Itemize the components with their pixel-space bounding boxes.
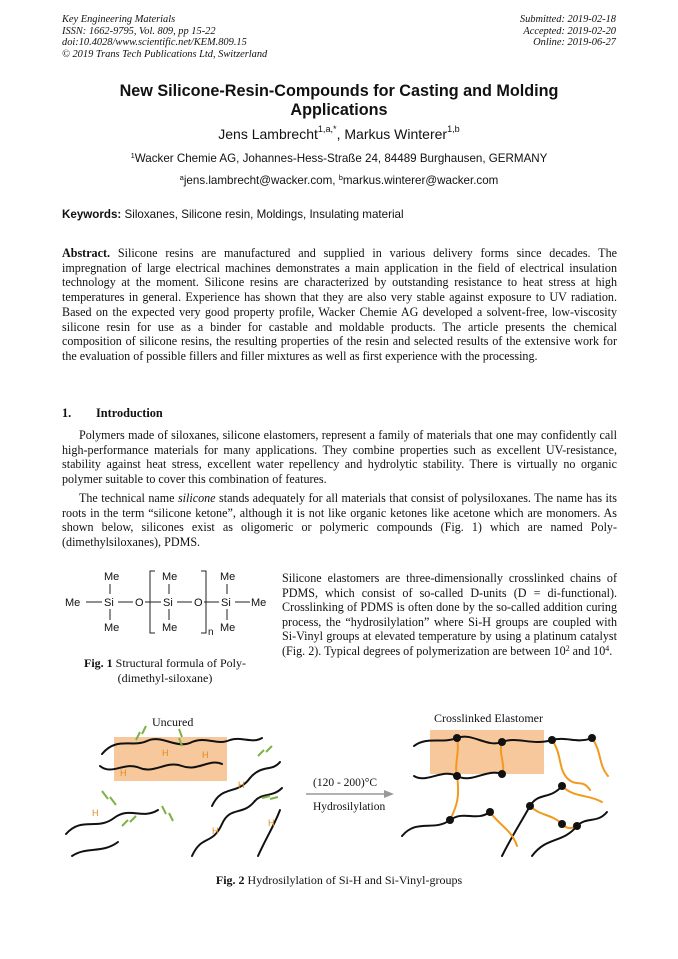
paragraph: [62, 491, 617, 550]
email-mark: a: [179, 172, 184, 182]
journal-copyright: © 2019 Trans Tech Publications Ltd, Switzerland: [62, 48, 268, 60]
figure-caption: [0, 873, 678, 888]
abstract-label: Abstract.: [62, 246, 111, 260]
figure-caption-text: Hydrosilylation of Si-H and Si-Vinyl-groups: [244, 873, 463, 887]
affiliation: [0, 152, 678, 165]
author-affiliation-mark: 1,b: [447, 124, 460, 135]
formula-o-label: O: [135, 597, 144, 609]
paragraph-text: .: [609, 643, 613, 658]
paragraph-text: stands adequately for all materials that consist of polysiloxanes. The name has its roots in the term “silicone ketone”, although it is not like organic ketones like acetone which are monomers. As shown below, silicones exist as oligomeric or polymeric compounds (Fig. 1) which are named Poly-(dimethylsiloxanes), PDMS.: [62, 491, 617, 550]
formula-si-label: Si: [221, 597, 231, 609]
reaction-arrow: [306, 777, 394, 813]
section-number: 1.: [62, 406, 72, 420]
affiliation-mark: 1: [130, 150, 135, 160]
paragraph-text: Silicone elastomers are three-dimensionally crosslinked chains of PDMS, which consist of so-called D-units (D = di-functional). Crosslinking of PDMS is often done by the so-called addition curing process, the “hydrosilylation” where Si-H groups are coupled with Si-Vinyl groups at elevated temperature by using a platinum catalyst (Fig. 2). Typical degrees of polymerization are between 10: [282, 571, 617, 658]
crosslinked-panel: [402, 711, 608, 856]
abstract: [62, 246, 617, 364]
formula-me-label: Me: [251, 597, 267, 609]
email-separator: ,: [332, 174, 339, 187]
figure-label: Fig. 1: [84, 656, 113, 670]
formula-me-label: Me: [220, 622, 236, 634]
hydrogen-label: H: [120, 768, 127, 778]
hydrogen-label: H: [268, 818, 275, 828]
section-title: Introduction: [96, 406, 163, 420]
email-line: [0, 174, 678, 187]
figure-caption-text: Structural formula of Poly-(dimethyl-siloxane): [112, 656, 246, 685]
exponent: 4: [605, 644, 610, 654]
uncured-panel: [66, 715, 282, 856]
journal-name: Key Engineering Materials: [62, 14, 176, 25]
paragraph: [62, 428, 617, 487]
hydrogen-label: H: [162, 748, 169, 758]
submission-dates: [520, 14, 616, 49]
hydrosilylation-figure: [62, 706, 618, 866]
author-affiliation-mark: 1,a,*: [317, 124, 337, 135]
pdms-structural-formula: [60, 567, 280, 639]
figure-caption: [62, 656, 268, 685]
author-line: [0, 126, 678, 142]
hydrogen-label: H: [212, 826, 219, 836]
hydrogen-label: H: [202, 750, 209, 760]
journal-issn: ISSN: 1662-9795, Vol. 809, pp 15-22: [62, 25, 216, 37]
uncured-label: Uncured: [152, 715, 194, 729]
paragraph-text: , represent a family of materials that one may confidently call high-performance materials for many applications. They combine properties such as excellent UV-resistance, stability against heat stress, excellent water repellency and hydrolytic stability. There is virtually no organic polymer suitable to cover this combination of features.: [62, 428, 617, 487]
formula-me-label: Me: [65, 597, 81, 609]
formula-repeat-index: n: [208, 627, 214, 638]
paragraph-text: and 10: [569, 643, 606, 658]
temperature-label: (120 - 200)°C: [313, 777, 378, 789]
hydrogen-label: H: [92, 808, 99, 818]
keywords-label: Keywords:: [62, 208, 122, 221]
process-label: Hydrosilylation: [313, 801, 386, 813]
section-heading: [62, 406, 163, 421]
highlight-box: [430, 730, 544, 774]
submitted-date: Submitted: 2019-02-18: [519, 14, 616, 25]
author-name: Jens Lambrecht: [218, 126, 318, 142]
formula-me-label: Me: [162, 622, 178, 634]
italic-term: silicone: [177, 491, 216, 505]
email-link[interactable]: markus.winterer@wacker.com: [342, 174, 499, 187]
formula-me-label: Me: [162, 571, 178, 583]
formula-si-label: Si: [163, 597, 173, 609]
keywords: [62, 208, 617, 221]
online-date: Online: 2019-06-27: [533, 37, 616, 49]
keywords-text: Siloxanes, Silicone resin, Moldings, Insulating material: [124, 208, 404, 221]
hydrogen-label: H: [238, 780, 245, 790]
journal-info: [62, 14, 267, 60]
crosslinked-label: Crosslinked Elastomer: [434, 711, 543, 725]
paragraph-text: The technical name: [79, 491, 178, 505]
author-name: Markus Winterer: [344, 126, 448, 142]
journal-doi: doi:10.4028/www.scientific.net/KEM.809.15: [62, 37, 247, 49]
accepted-date: Accepted: 2019-02-20: [523, 25, 616, 37]
abstract-text: Silicone resins are manufactured and supplied in various delivery forms since decades. The impregnation of large electrical machines demonstrates a main application in the field of electrical insulation technology at the moment. Silicone resins are characterized by outstanding resistance to heat stress at high temperatures in general. Experience has shown that they are also very stable against exposure to UV radiation. Based on the expected very good property profile, Wacker Chemie AG developed a solvent-free, low-viscosity silicone resin for use as a binder for castable and moldable products. The article presents the chemical composition of silicone resins, the resulting properties of the resin and selected results of the extensive work for the evaluation of possible fillers and filler mixtures as well as first experience with the processing.: [62, 246, 617, 363]
formula-me-label: Me: [220, 571, 236, 583]
paragraph: [282, 571, 617, 659]
figure-label: Fig. 2: [215, 873, 245, 887]
formula-o-label: O: [194, 597, 203, 609]
email-link[interactable]: jens.lambrecht@wacker.com: [183, 174, 333, 187]
paragraph-text: Polymers made of siloxanes, silicone elastomers: [79, 428, 316, 442]
formula-me-label: Me: [104, 622, 120, 634]
affiliation-text: Wacker Chemie AG, Johannes-Hess-Straße 24, 84489 Burghausen, GERMANY: [134, 152, 548, 165]
email-mark: b: [338, 172, 343, 182]
paper-title: New Silicone-Resin-Compounds for Casting and Molding Applications: [119, 82, 559, 119]
formula-si-label: Si: [104, 597, 114, 609]
formula-me-label: Me: [104, 571, 120, 583]
exponent: 2: [565, 644, 570, 654]
author-separator: ,: [336, 126, 345, 142]
